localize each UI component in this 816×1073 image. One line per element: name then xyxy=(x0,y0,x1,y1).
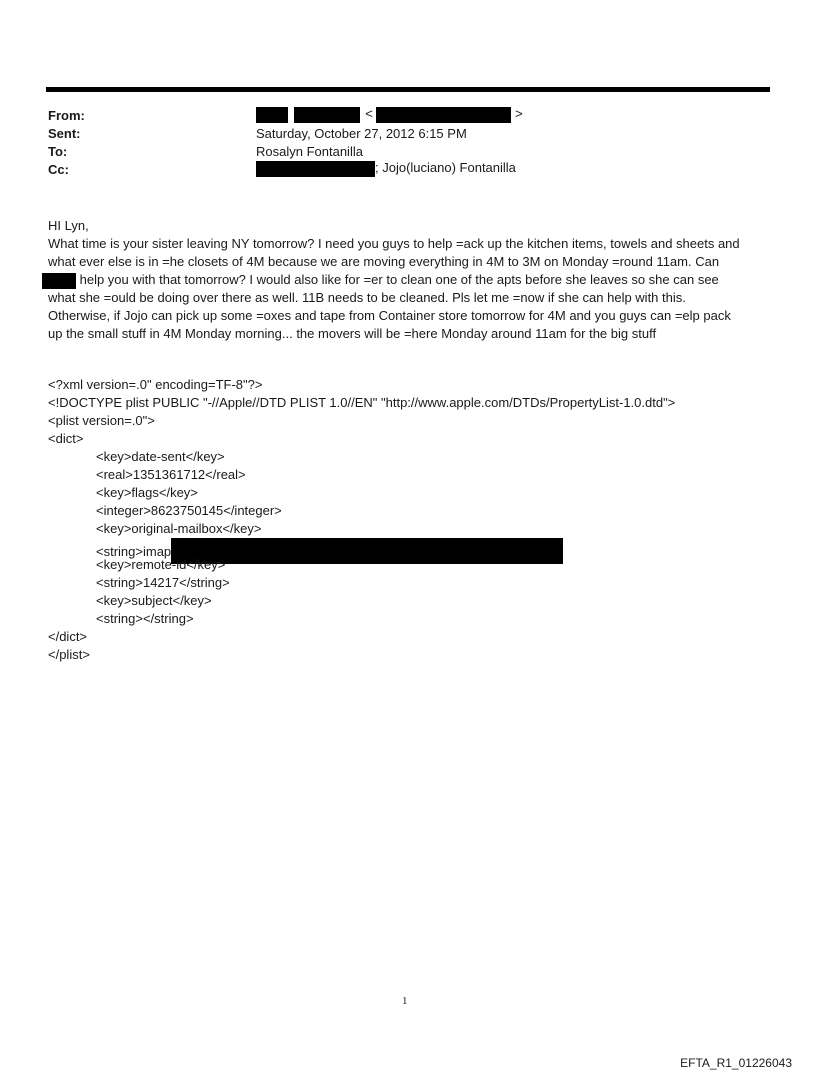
xml-line: <real>1351361712</real> xyxy=(96,467,246,482)
sent-value: Saturday, October 27, 2012 6:15 PM xyxy=(256,126,467,141)
cc-label: Cc: xyxy=(48,162,69,177)
to-value: Rosalyn Fontanilla xyxy=(256,144,363,159)
redaction-block xyxy=(256,161,375,177)
bates-number: EFTA_R1_01226043 xyxy=(680,1056,792,1070)
redaction-block xyxy=(376,107,511,123)
xml-line: <dict> xyxy=(48,431,84,446)
body-line: what ever else is in =he closets of 4M because we are moving everything in 4M to 3M on Monday =round 11am. Can xyxy=(48,254,720,269)
body-line: Otherwise, if Jojo can pick up some =oxes and tape from Container store tomorrow for 4M and you guys can =elp pack xyxy=(48,308,731,323)
xml-line: <string></string> xyxy=(96,611,194,626)
xml-line: <key>remote-id</key> xyxy=(96,557,226,572)
cc-names: ; Jojo(luciano) Fontanilla xyxy=(375,160,516,175)
from-lt: < xyxy=(365,106,373,121)
xml-line: <string>14217</string> xyxy=(96,575,230,590)
body-line: what she =ould be doing over there as well. 11B needs to be cleaned. Pls let me =now if she can help with this. xyxy=(48,290,686,305)
xml-line: <plist version=.0"> xyxy=(48,413,155,428)
cc-value xyxy=(256,160,516,177)
xml-line: <integer>8623750145</integer> xyxy=(96,503,282,518)
xml-line: <?xml version=.0" encoding=TF-8"?> xyxy=(48,377,263,392)
xml-line: <key>original-mailbox</key> xyxy=(96,521,262,536)
redaction-block xyxy=(171,538,563,564)
greeting: HI Lyn, xyxy=(48,218,89,233)
plist-block xyxy=(48,376,675,664)
redaction-block xyxy=(256,107,288,123)
from-label: From: xyxy=(48,108,85,123)
sent-label: Sent: xyxy=(48,126,81,141)
xml-line-with-redaction xyxy=(48,538,675,559)
email-body xyxy=(48,217,772,343)
xml-line: </dict> xyxy=(48,629,88,644)
xml-line: </plist> xyxy=(48,647,90,662)
from-gt: > xyxy=(515,106,523,121)
body-line: What time is your sister leaving NY tomorrow? I need you guys to help =ack up the kitchen items, towels and sheets and xyxy=(48,236,740,251)
xml-line-text: <string>imap xyxy=(96,544,172,559)
body-line-with-redaction xyxy=(42,271,772,289)
xml-line: <key>flags</key> xyxy=(96,485,198,500)
xml-line: <!DOCTYPE plist PUBLIC "-//Apple//DTD PLIST 1.0//EN" "http://www.apple.com/DTDs/PropertyList-1.0.dtd"> xyxy=(48,395,676,410)
body-line: up the small stuff in 4M Monday morning... the movers will be =here Monday around 11am for the big stuff xyxy=(48,326,657,341)
xml-line: <key>subject</key> xyxy=(96,593,212,608)
page-number: 1 xyxy=(402,995,408,1007)
from-value xyxy=(256,106,523,123)
to-label: To: xyxy=(48,144,68,159)
body-line-text: help you with that tomorrow? I would also like for =er to clean one of the apts before she leaves so she can see xyxy=(76,272,719,287)
header-rule xyxy=(46,87,770,92)
redaction-block xyxy=(42,273,76,289)
xml-line: <key>date-sent</key> xyxy=(96,449,225,464)
redaction-block xyxy=(294,107,360,123)
